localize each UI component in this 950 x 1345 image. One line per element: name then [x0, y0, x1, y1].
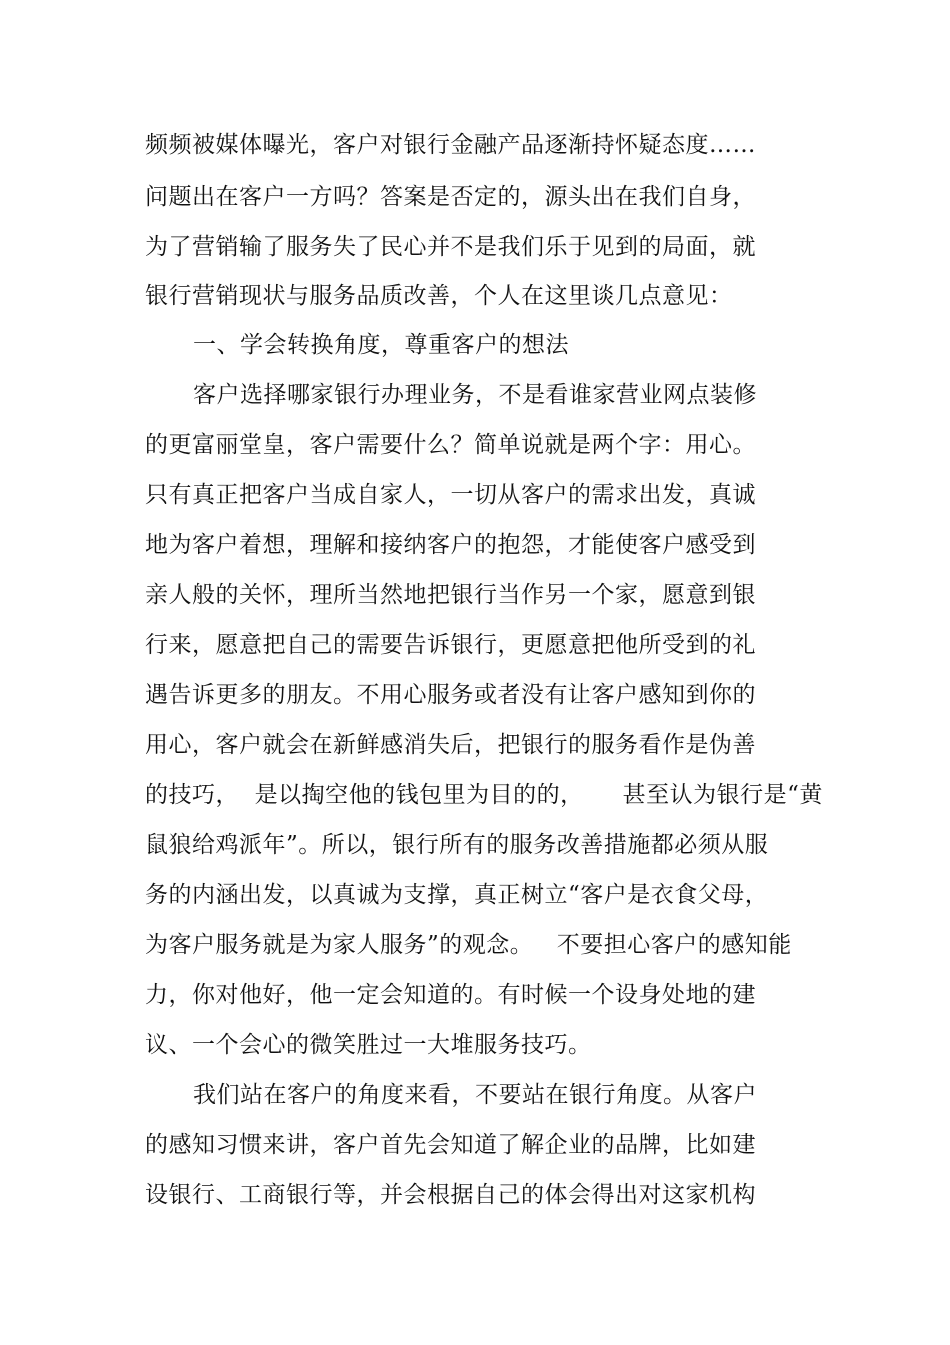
- text-line: 行来，愿意把自己的需要告诉银行，更愿意把他所受到的礼: [145, 632, 756, 658]
- text-line: 设银行、工商银行等，并会根据自己的体会得出对这家机构: [145, 1182, 756, 1208]
- text-line: 亲人般的关怀，理所当然地把银行当作另一个家，愿意到银: [145, 582, 756, 608]
- text-line: 力，你对他好，他一定会知道的。有时候一个设身处地的建: [145, 982, 756, 1008]
- text-line: 只有真正把客户当成自家人，一切从客户的需求出发，真诚: [145, 482, 756, 508]
- text-line: 的技巧， 是以掏空他的钱包里为目的的， 甚至认为银行是“黄: [145, 782, 823, 808]
- paragraph-start-line: 客户选择哪家银行办理业务，不是看谁家营业网点装修: [193, 382, 757, 408]
- text-line: 频频被媒体曝光，客户对银行金融产品逐渐持怀疑态度……: [145, 132, 756, 158]
- text-line: 鼠狼给鸡派年”。所以，银行所有的服务改善措施都必须从服: [145, 832, 769, 858]
- section-heading: 一、学会转换角度，尊重客户的想法: [193, 332, 569, 358]
- text-line: 务的内涵出发，以真诚为支撑，真正树立“客户是衣食父母，: [145, 882, 769, 908]
- text-line: 的更富丽堂皇，客户需要什么？简单说就是两个字：用心。: [145, 432, 756, 458]
- text-line: 议、一个会心的微笑胜过一大堆服务技巧。: [145, 1032, 592, 1058]
- text-line: 遇告诉更多的朋友。不用心服务或者没有让客户感知到你的: [145, 682, 756, 708]
- text-line: 的感知习惯来讲，客户首先会知道了解企业的品牌，比如建: [145, 1132, 756, 1158]
- paragraph-start-line: 我们站在客户的角度来看，不要站在银行角度。从客户: [193, 1082, 757, 1108]
- text-line: 银行营销现状与服务品质改善，个人在这里谈几点意见：: [145, 283, 733, 309]
- text-line: 问题出在客户一方吗？答案是否定的，源头出在我们自身，: [145, 184, 756, 210]
- text-line: 地为客户着想，理解和接纳客户的抱怨，才能使客户感受到: [145, 532, 756, 558]
- text-line: 为客户服务就是为家人服务”的观念。 不要担心客户的感知能: [145, 932, 792, 958]
- text-line: 用心，客户就会在新鲜感消失后，把银行的服务看作是伪善: [145, 732, 756, 758]
- text-line: 为了营销输了服务失了民心并不是我们乐于见到的局面，就: [145, 234, 756, 260]
